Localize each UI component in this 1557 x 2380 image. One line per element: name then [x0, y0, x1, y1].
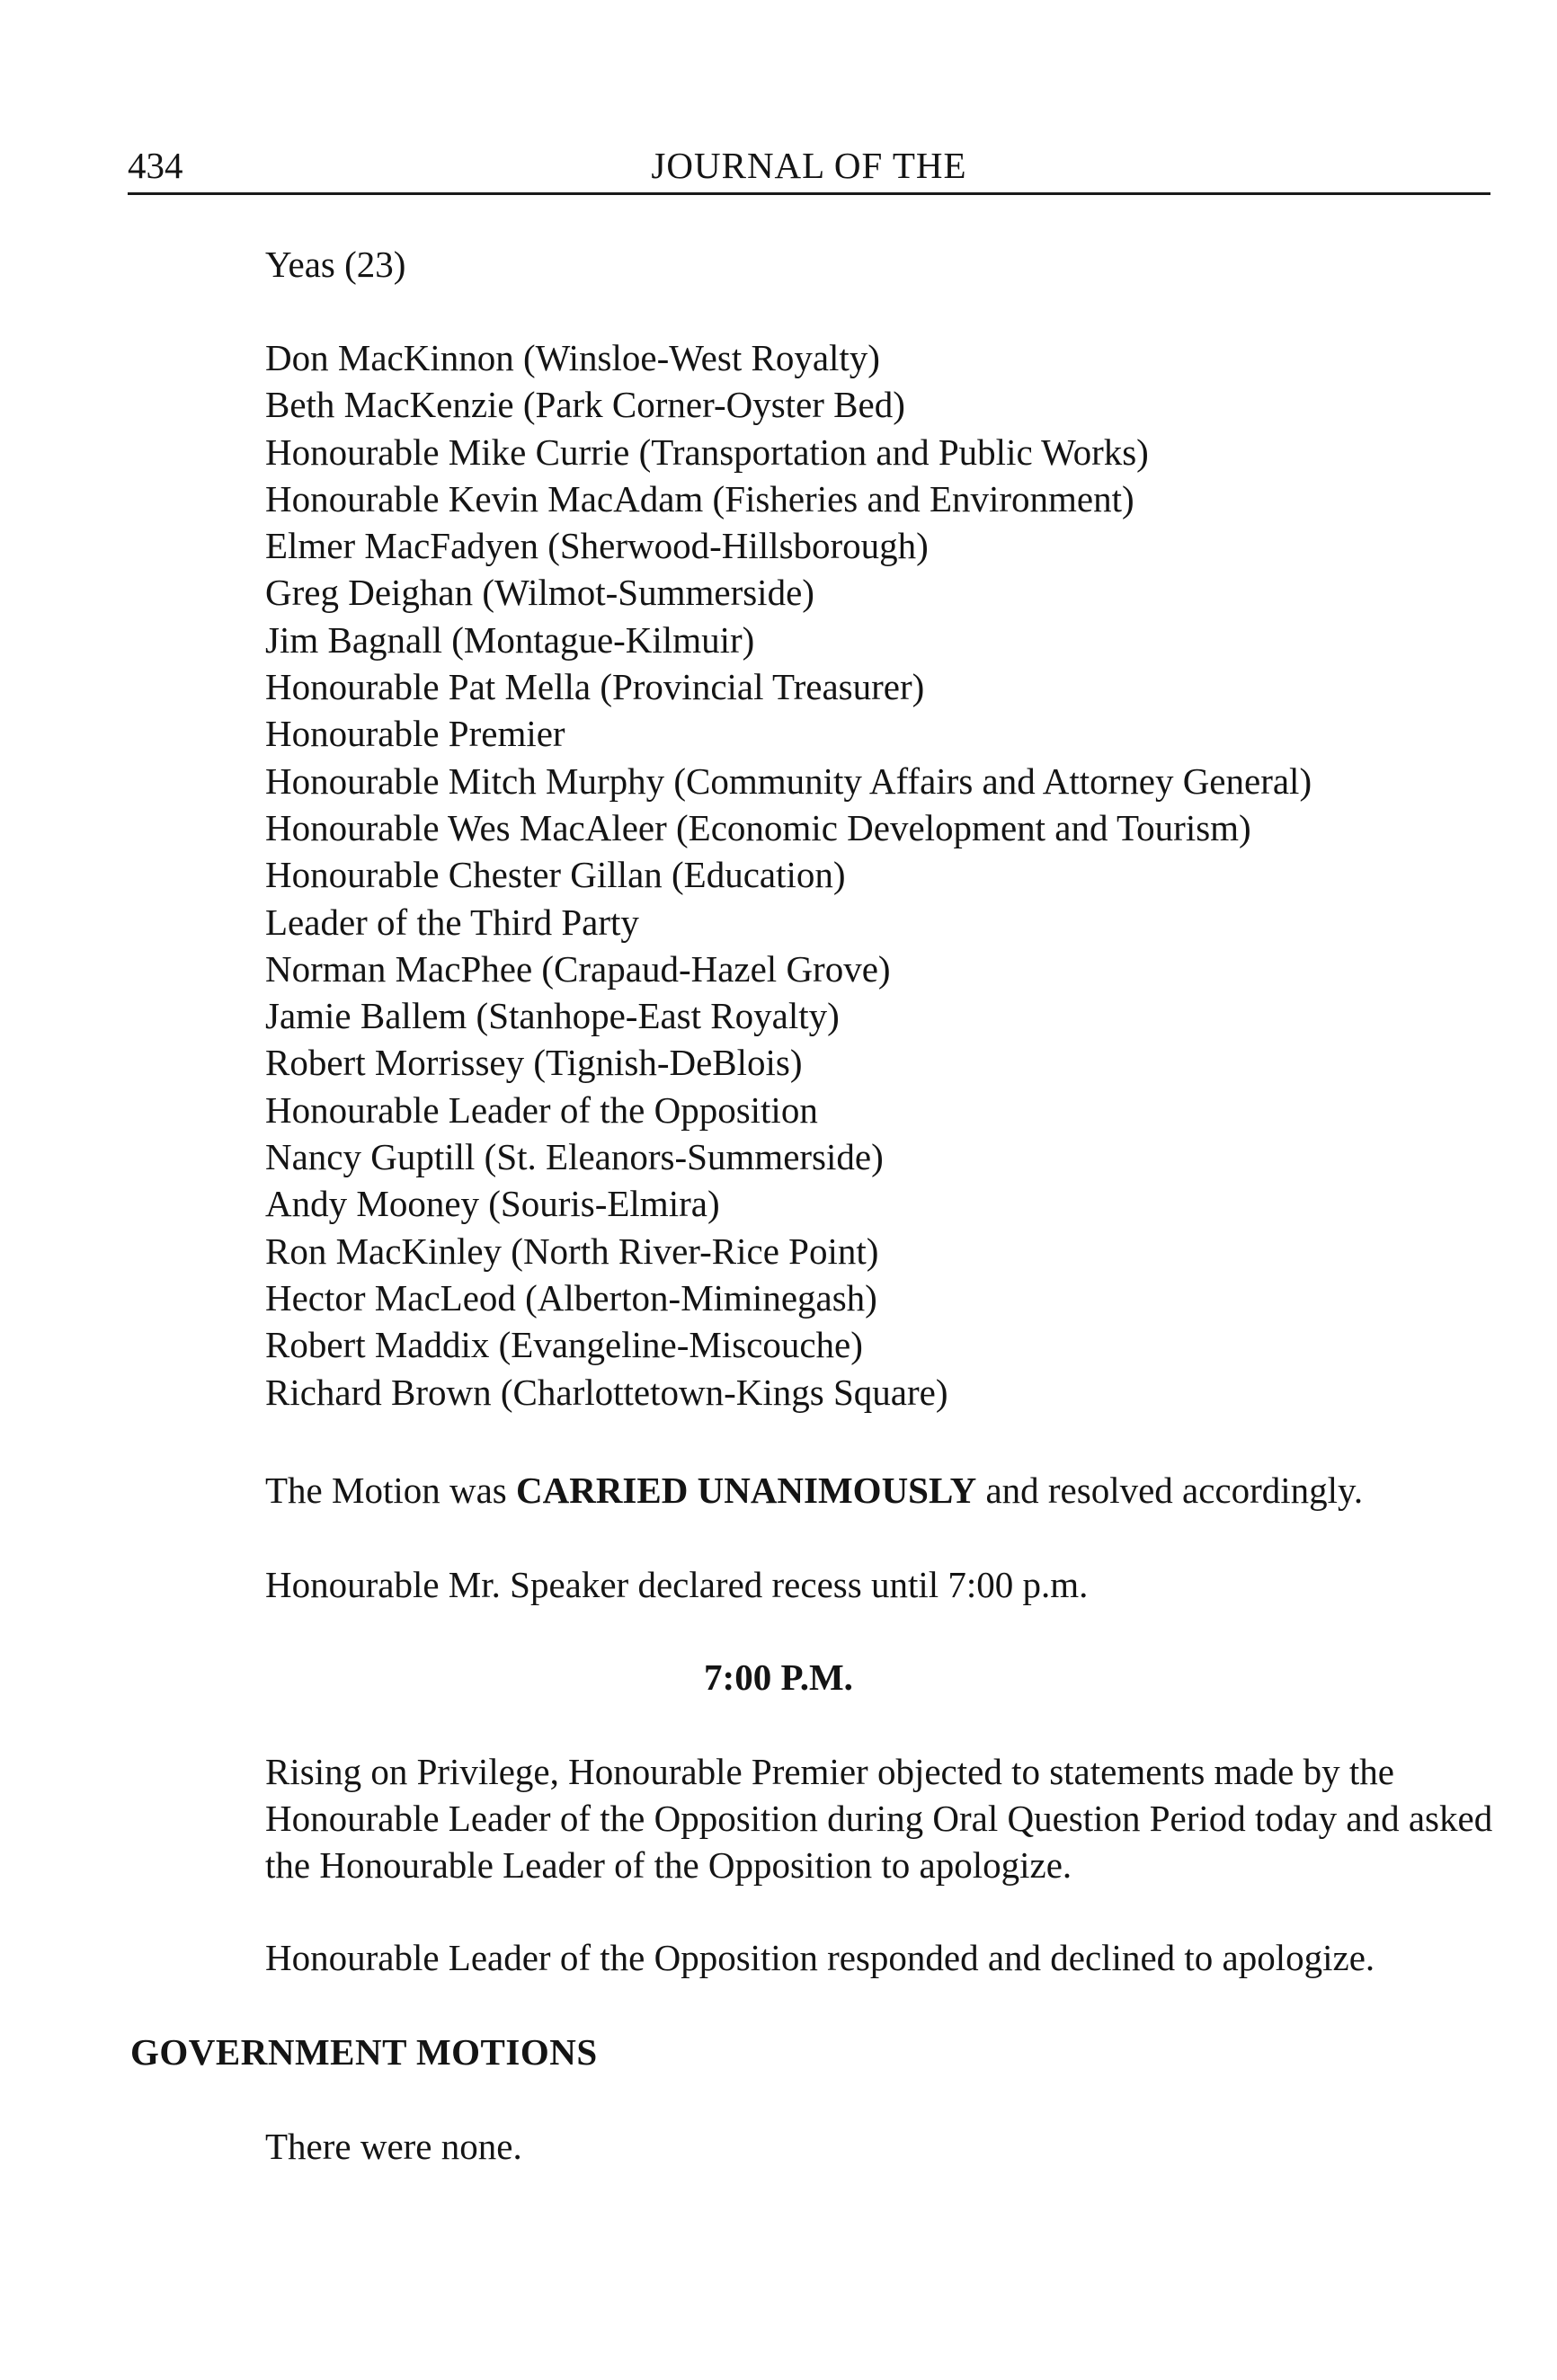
list-item: Andy Mooney (Souris-Elmira): [265, 1183, 720, 1225]
privilege-paragraph: Rising on Privilege, Honourable Premier objected to statements made by the Honourable Leader of the Opposition during Oral Question Period today and asked the Honourable Leader of the Opposition to apologize.: [265, 1751, 1493, 1886]
section-heading: GOVERNMENT MOTIONS: [130, 2031, 598, 2073]
list-item: Norman MacPhee (Crapaud-Hazel Grove): [265, 947, 891, 990]
list-item: Honourable Kevin MacAdam (Fisheries and Environment): [265, 477, 1134, 520]
list-item: Robert Maddix (Evangeline-Miscouche): [265, 1324, 863, 1366]
list-item: Leader of the Third Party: [265, 901, 639, 943]
list-item: Greg Deighan (Wilmot-Summerside): [265, 572, 814, 614]
list-item: Don MacKinnon (Winsloe-West Royalty): [265, 337, 880, 378]
list-item: Jim Bagnall (Montague-Kilmuir): [265, 618, 755, 661]
recess-paragraph: Honourable Mr. Speaker declared recess until 7:00 p.m.: [265, 1564, 1089, 1605]
list-item: Nancy Guptill (St. Eleanors-Summerside): [265, 1136, 884, 1178]
list-item: Honourable Wes MacAleer (Economic Development and Tourism): [265, 806, 1251, 848]
list-item: Richard Brown (Charlottetown-Kings Square): [265, 1371, 948, 1413]
motion-result-emphasis: CARRIED UNANIMOUSLY: [516, 1470, 977, 1511]
section-body: There were none.: [265, 2126, 522, 2167]
list-item: Honourable Pat Mella (Provincial Treasurer): [265, 666, 925, 708]
list-item: Honourable Leader of the Opposition: [265, 1088, 818, 1131]
list-item: Honourable Premier: [265, 713, 565, 755]
header-divider: [128, 192, 1490, 195]
list-item: Ron MacKinley (North River-Rice Point): [265, 1230, 879, 1272]
time-heading: 7:00 P.M.: [704, 1656, 853, 1698]
list-item: Beth MacKenzie (Park Corner-Oyster Bed): [265, 384, 905, 426]
list-item: Honourable Mike Currie (Transportation and Public Works): [265, 431, 1149, 473]
list-item: Honourable Mitch Murphy (Community Affairs and Attorney General): [265, 759, 1312, 802]
list-item: Honourable Chester Gillan (Education): [265, 854, 846, 896]
motion-result-suffix: and resolved accordingly.: [976, 1470, 1364, 1511]
list-item: Robert Morrissey (Tignish-DeBlois): [265, 1042, 803, 1084]
list-item: Hector MacLeod (Alberton-Miminegash): [265, 1276, 877, 1319]
yeas-member-list: [265, 334, 1312, 1416]
motion-result-paragraph: [265, 1467, 1497, 1514]
journal-title: JOURNAL OF THE: [651, 145, 967, 186]
response-paragraph: Honourable Leader of the Opposition responded and declined to apologize.: [265, 1937, 1375, 1978]
motion-result-prefix: The Motion was: [265, 1470, 516, 1511]
yeas-heading: Yeas (23): [265, 244, 406, 285]
page-number: 434: [128, 145, 183, 186]
list-item: Elmer MacFadyen (Sherwood-Hillsborough): [265, 525, 929, 567]
page-header: [128, 142, 1490, 189]
list-item: Jamie Ballem (Stanhope-East Royalty): [265, 995, 840, 1037]
